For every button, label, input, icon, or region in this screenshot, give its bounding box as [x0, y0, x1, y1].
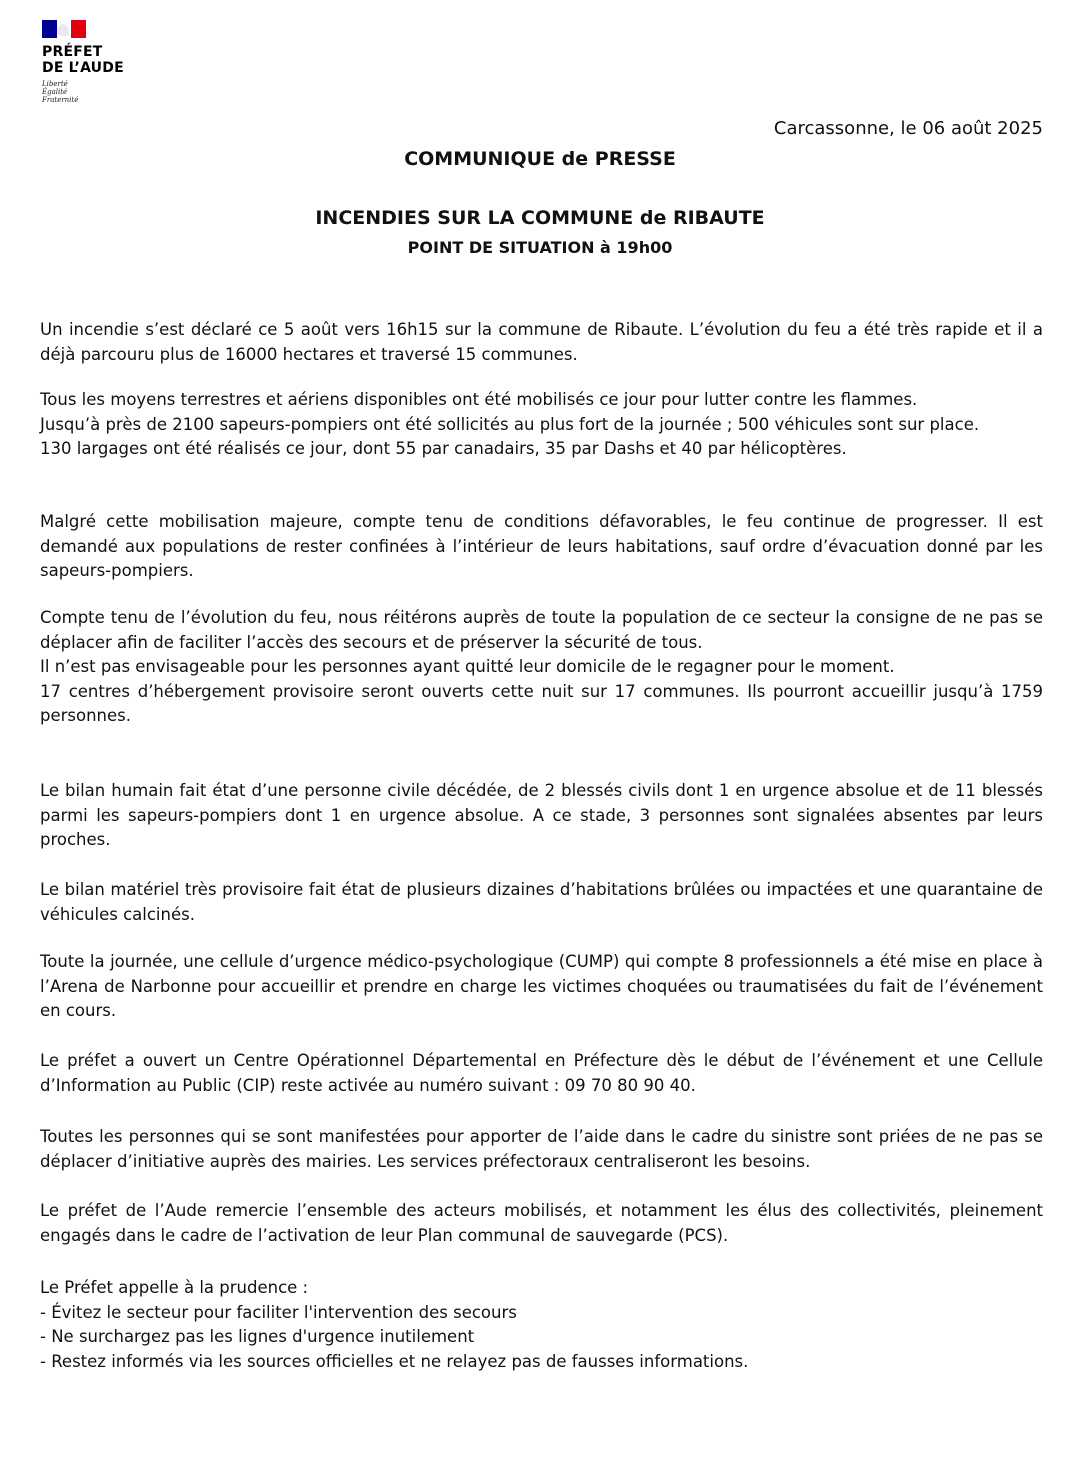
paragraph-line: Jusqu’à près de 2100 sapeurs-pompiers ont été sollicités au plus fort de la journée ; 500 véhicules sont sur place. — [40, 414, 980, 434]
paragraph-text: Le préfet de l’Aude remercie l’ensemble des acteurs mobilisés, et notamment les élus des collectivités, pleinement engagés dans le cadre de l’activation de leur Plan communal de sauvegarde (PCS). — [40, 1201, 1043, 1245]
flag-red-band — [71, 20, 86, 38]
paragraph-confinement — [40, 510, 1043, 584]
paragraph-line: Compte tenu de l’évolution du feu, nous réitérons auprès de toute la population de ce secteur la consigne de ne pas se déplacer afin de faciliter l’accès des secours et de préserver la sécurité de tous. — [40, 608, 1043, 652]
prudence-list — [40, 1276, 1043, 1374]
paragraph-fire-start — [40, 318, 1043, 367]
paragraph-resources — [40, 388, 1043, 462]
paragraph-text: Toutes les personnes qui se sont manifestées pour apporter de l’aide dans le cadre du sinistre sont priées de ne pas se déplacer d’initiative auprès des mairies. Les services préfectoraux centraliseront les besoins. — [40, 1127, 1043, 1171]
org-name-line2: DE L’AUDE — [42, 60, 124, 76]
motto-fraternite: Fraternité — [42, 96, 79, 104]
communique-title: COMMUNIQUE de PRESSE — [404, 148, 676, 170]
marianne-icon — [57, 24, 69, 36]
paragraph-text: Le bilan humain fait état d’une personne civile décédée, de 2 blessés civils dont 1 en urgence absolue et de 11 blessés parmi les sapeurs-pompiers dont 1 en urgence absolue. A ce stade, 3 personnes sont signalées absentes par leurs proches. — [40, 781, 1043, 849]
paragraph-volunteers — [40, 1125, 1043, 1174]
headline: INCENDIES SUR LA COMMUNE de RIBAUTE — [315, 207, 765, 229]
paragraph-line: Tous les moyens terrestres et aériens disponibles ont été mobilisés ce jour pour lutter contre les flammes. — [40, 390, 918, 409]
paragraph-text: Malgré cette mobilisation majeure, compte tenu de conditions défavorables, le feu continue de progresser. Il est demandé aux populations de rester confinées à l’intérieur de leurs habitations, sauf ordre d’évacuation donné par les sapeurs-pompiers. — [40, 512, 1043, 580]
paragraph-material-toll — [40, 878, 1043, 927]
list-item: - Ne surchargez pas les lignes d'urgence inutilement — [40, 1327, 475, 1346]
org-name-line1: PRÉFET — [42, 44, 103, 60]
motto-liberte: Liberté — [42, 80, 68, 88]
list-item: - Restez informés via les sources officielles et ne relayez pas de fausses informations. — [40, 1351, 749, 1371]
paragraph-cump — [40, 950, 1043, 1024]
paragraph-line: Il n’est pas envisageable pour les personnes ayant quitté leur domicile de le regagner pour le moment. — [40, 657, 895, 676]
paragraph-thanks — [40, 1199, 1043, 1248]
paragraph-human-toll — [40, 779, 1043, 853]
date-line: Carcassonne, le 06 août 2025 — [773, 118, 1043, 139]
list-item: - Évitez le secteur pour faciliter l'intervention des secours — [40, 1302, 517, 1322]
motto-egalite: Égalité — [42, 88, 68, 96]
subheadline: POINT DE SITUATION à 19h00 — [407, 238, 673, 257]
paragraph-text: Un incendie s’est déclaré ce 5 août vers 16h15 sur la commune de Ribaute. L’évolution du feu a été très rapide et il a déjà parcouru plus de 16000 hectares et traversé 15 communes. — [40, 320, 1043, 364]
flag-blue-band — [42, 20, 57, 38]
french-flag-icon — [42, 20, 86, 38]
paragraph-line: 130 largages ont été réalisés ce jour, dont 55 par canadairs, 35 par Dashs et 40 par hélicoptères. — [40, 439, 847, 458]
republic-motto — [42, 80, 152, 104]
paragraph-line: 17 centres d’hébergement provisoire seront ouverts cette nuit sur 17 communes. Ils pourront accueillir jusqu’à 1759 personnes. — [40, 681, 1043, 725]
paragraph-text: Toute la journée, une cellule d’urgence médico-psychologique (CUMP) qui compte 8 professionnels a été mise en place à l’Arena de Narbonne pour accueillir et prendre en charge les victimes choquées ou traumatisées du fait de l’événement en cours. — [40, 952, 1043, 1020]
prefecture-logo — [42, 20, 152, 104]
prudence-intro: Le Préfet appelle à la prudence : — [40, 1278, 309, 1297]
paragraph-cip-phone — [40, 1049, 1043, 1098]
paragraph-instructions — [40, 606, 1043, 729]
paragraph-text: Le préfet a ouvert un Centre Opérationnel Départemental en Préfecture dès le début de l’événement et une Cellule d’Information au Public (CIP) reste activée au numéro suivant : 09 70 80 90 40. — [40, 1051, 1043, 1095]
paragraph-text: Le bilan matériel très provisoire fait état de plusieurs dizaines d’habitations brûlées ou impactées et une quarantaine de véhicules calcinés. — [40, 880, 1043, 924]
